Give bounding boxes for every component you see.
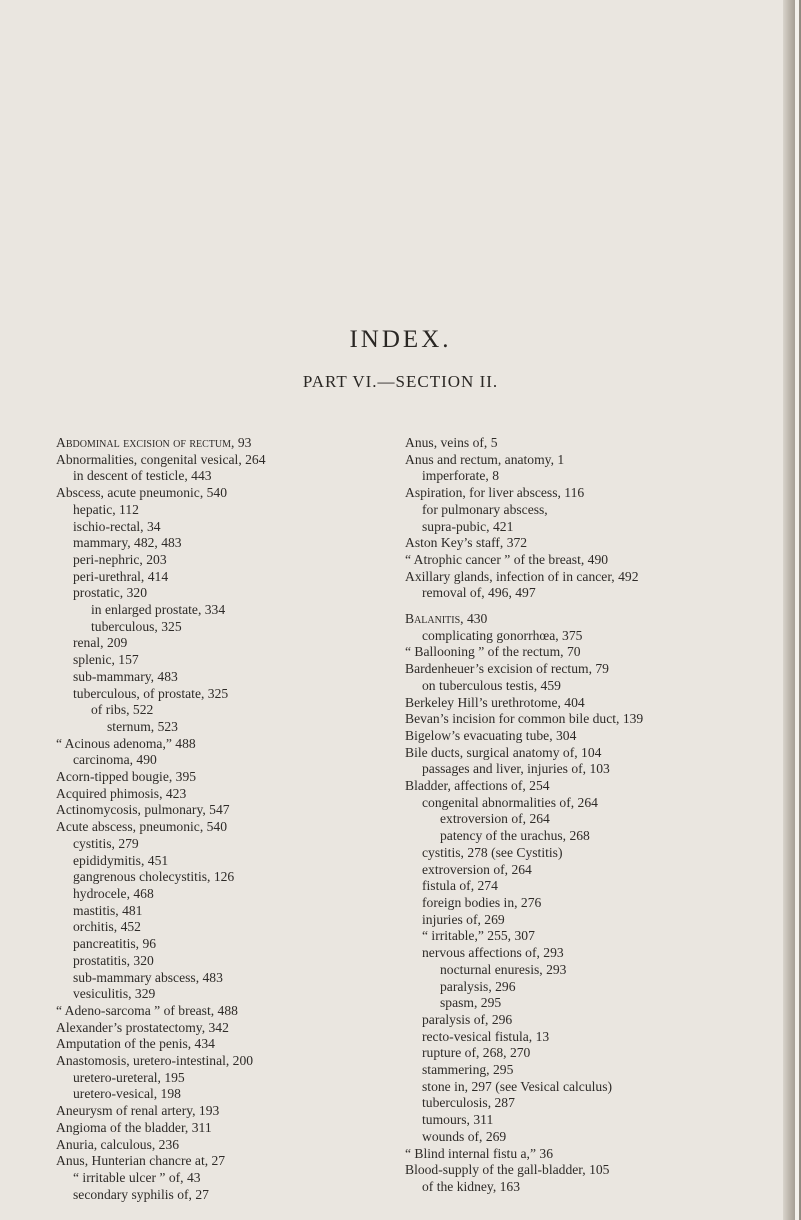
index-entry: of the kidney, 163 xyxy=(422,1178,521,1194)
index-entry: Berkeley Hill’s urethrotome, 404 xyxy=(405,694,585,710)
index-entry: cystitis, 278 (see Cystitis) xyxy=(422,844,563,860)
index-entry: Bladder, affections of, 254 xyxy=(405,778,550,794)
index-entry: Aston Key’s staff, 372 xyxy=(405,535,528,551)
page-edge xyxy=(783,0,801,1220)
index-entry: complicating gonorrhœa, 375 xyxy=(422,627,583,643)
index-entry: carcinoma, 490 xyxy=(73,752,157,768)
index-entry: tuberculous, of prostate, 325 xyxy=(73,685,229,701)
index-entry: “ Acinous adenoma,” 488 xyxy=(56,735,196,751)
index-entry: stone in, 297 (see Vesical calculus) xyxy=(422,1078,613,1094)
entry-spacer xyxy=(405,602,755,611)
index-entry: nervous affections of, 293 xyxy=(422,945,564,961)
index-entry: spasm, 295 xyxy=(440,995,502,1011)
index-entry: gangrenous cholecystitis, 126 xyxy=(73,869,235,885)
index-entry: Acute abscess, pneumonic, 540 xyxy=(56,819,228,835)
index-entry: extroversion of, 264 xyxy=(422,861,532,877)
index-entry: fistula of, 274 xyxy=(422,878,498,894)
index-entry: peri-nephric, 203 xyxy=(73,551,167,567)
index-entry: “ irritable,” 255, 307 xyxy=(422,928,535,944)
index-entry: “ Ballooning ” of the rectum, 70 xyxy=(405,644,581,660)
index-entry: Abdominal excision of rectum, 93 xyxy=(56,435,252,450)
index-entry: sternum, 523 xyxy=(107,718,178,734)
index-entry: “ Blind internal fistu a,” 36 xyxy=(405,1145,553,1161)
index-entry: “ Adeno-sarcoma ” of breast, 488 xyxy=(56,1002,238,1018)
index-entry: renal, 209 xyxy=(73,635,128,651)
index-entry: ischio-rectal, 34 xyxy=(73,518,161,534)
index-entry: Anastomosis, uretero-intestinal, 200 xyxy=(56,1053,254,1069)
index-entry: cystitis, 279 xyxy=(73,835,139,851)
index-entry: Abnormalities, congenital vesical, 264 xyxy=(56,451,266,467)
index-entry: “ irritable ulcer ” of, 43 xyxy=(73,1169,201,1185)
index-entry: epididymitis, 451 xyxy=(73,852,169,868)
index-heading: INDEX. xyxy=(349,326,452,353)
index-entry: Bile ducts, surgical anatomy of, 104 xyxy=(405,744,602,760)
index-entry: sub-mammary, 483 xyxy=(73,668,178,684)
index-entry: nocturnal enuresis, 293 xyxy=(440,961,567,977)
index-entry: sub-mammary abscess, 483 xyxy=(73,969,223,985)
index-entry: paralysis, 296 xyxy=(440,978,516,994)
index-entry: prostatitis, 320 xyxy=(73,952,154,968)
index-entry: vesiculitis, 329 xyxy=(73,986,156,1002)
index-entry: splenic, 157 xyxy=(73,652,139,668)
index-entry: Amputation of the penis, 434 xyxy=(56,1036,215,1052)
index-entry: Anuria, calculous, 236 xyxy=(56,1136,180,1152)
index-entry: in descent of testicle, 443 xyxy=(73,468,212,484)
index-entry: Acquired phimosis, 423 xyxy=(56,785,187,801)
index-entry: secondary syphilis of, 27 xyxy=(73,1186,209,1202)
index-entry: Abscess, acute pneumonic, 540 xyxy=(56,485,228,501)
index-entry: Blood-supply of the gall-bladder, 105 xyxy=(405,1162,610,1178)
index-column-right xyxy=(405,435,755,1196)
index-entry: passages and liver, injuries of, 103 xyxy=(422,761,610,777)
index-entry: Acorn-tipped bougie, 395 xyxy=(56,769,197,785)
index-entry: “ Atrophic cancer ” of the breast, 490 xyxy=(405,551,609,567)
index-entry: removal of, 496, 497 xyxy=(422,585,536,601)
index-entry: wounds of, 269 xyxy=(422,1128,507,1144)
index-entry: tumours, 311 xyxy=(422,1112,494,1128)
index-column-left xyxy=(56,435,406,1203)
index-entry: Bevan’s incision for common bile duct, 139 xyxy=(405,711,644,727)
index-entry: peri-urethral, 414 xyxy=(73,568,169,584)
index-entry: stammering, 295 xyxy=(422,1062,514,1078)
index-entry: paralysis of, 296 xyxy=(422,1011,513,1027)
index-entry: in enlarged prostate, 334 xyxy=(91,602,226,618)
index-entry: of ribs, 522 xyxy=(91,702,154,718)
index-entry: on tuberculous testis, 459 xyxy=(422,677,561,693)
index-entry: Anus and rectum, anatomy, 1 xyxy=(405,451,565,467)
index-entry: for pulmonary abscess, xyxy=(422,501,548,517)
index-entry: tuberculous, 325 xyxy=(91,618,182,634)
index-entry: prostatic, 320 xyxy=(73,585,147,601)
index-entry: mammary, 482, 483 xyxy=(73,535,182,551)
index-entry: congenital abnormalities of, 264 xyxy=(422,794,598,810)
index-entry: uretero-ureteral, 195 xyxy=(73,1069,185,1085)
part-section-heading: PART VI.—SECTION II. xyxy=(302,372,499,391)
index-entry: Angioma of the bladder, 311 xyxy=(56,1119,212,1135)
index-entry: Aspiration, for liver abscess, 116 xyxy=(405,485,585,501)
index-entry: Alexander’s prostatectomy, 342 xyxy=(56,1019,229,1035)
index-entry: supra-pubic, 421 xyxy=(422,518,514,534)
index-entry: Balanitis, 430 xyxy=(405,611,488,627)
index-entry: Aneurysm of renal artery, 193 xyxy=(56,1103,220,1119)
index-entry: Bardenheuer’s excision of rectum, 79 xyxy=(405,661,609,677)
index-entry: hepatic, 112 xyxy=(73,501,139,517)
index-entry: foreign bodies in, 276 xyxy=(422,894,542,910)
index-entry: Actinomycosis, pulmonary, 547 xyxy=(56,802,230,818)
index-entry: imperforate, 8 xyxy=(422,468,499,484)
index-entry: Bigelow’s evacuating tube, 304 xyxy=(405,727,577,743)
index-entry: pancreatitis, 96 xyxy=(73,936,157,952)
index-entry: Axillary glands, infection of in cancer, 492 xyxy=(405,568,639,584)
index-entry: mastitis, 481 xyxy=(73,902,143,918)
index-entry: uretero-vesical, 198 xyxy=(73,1086,181,1102)
index-entry: orchitis, 452 xyxy=(73,919,141,935)
index-entry: Anus, veins of, 5 xyxy=(405,435,498,450)
index-entry: recto-vesical fistula, 13 xyxy=(422,1028,550,1044)
index-entry: injuries of, 269 xyxy=(422,911,505,927)
index-entry: tuberculosis, 287 xyxy=(422,1095,515,1111)
index-entry: hydrocele, 468 xyxy=(73,885,154,901)
index-entry: rupture of, 268, 270 xyxy=(422,1045,531,1061)
index-entry: extroversion of, 264 xyxy=(440,811,550,827)
index-entry: patency of the urachus, 268 xyxy=(440,828,590,844)
index-entry: Anus, Hunterian chancre at, 27 xyxy=(56,1153,226,1169)
